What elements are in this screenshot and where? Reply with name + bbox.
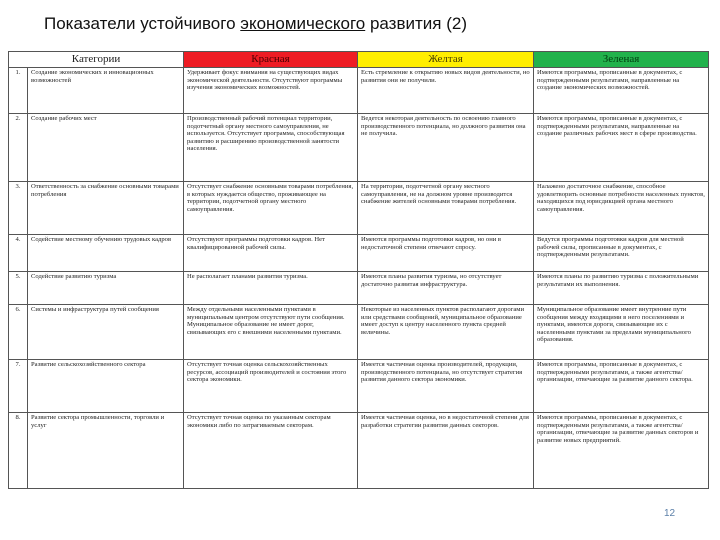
row-green-text: Имеются программы, прописанные в документах, с подтвержденными результатами, а также агентства/организации, отвечающие за развитие данного сектора.	[534, 360, 709, 413]
row-number: 2.	[9, 114, 28, 182]
header-yellow: Желтая	[358, 52, 534, 68]
table-row	[9, 360, 709, 413]
row-yellow-text: Имеется частичная оценка, но в недостаточной степени для разработки стратегии развития данных секторов.	[358, 413, 534, 489]
row-green-text: Имеются программы, прописанные в документах, с подтвержденными результатами, направленные на создание экономических возможностей.	[534, 68, 709, 114]
row-green-text: Муниципальное образование имеет внутренние пути сообщения между входящими в него поселениями и пунктами, имеются дороги, связывающие их с населенными пунктами за пределами муниципального образования.	[534, 305, 709, 360]
row-green-text: Налажено достаточное снабжение, способное удовлетворить основные потребности населенных пунктов, находящихся под юрисдикцией органа местного самоуправления.	[534, 182, 709, 235]
table-row	[9, 182, 709, 235]
row-red-text: Между отдельными населенными пунктами в муниципальным центром отсутствуют пути сообщения. Муниципальное образование не имеет дорог, связывающих его с внешними населенными пунктами.	[184, 305, 358, 360]
row-number: 1.	[9, 68, 28, 114]
header-red: Красная	[184, 52, 358, 68]
row-category: Развитие сельскохозяйственного сектора	[28, 360, 184, 413]
row-red-text: Отсутствует снабжение основными товарами потребления, в которых нуждается общество, проживающее на территории, подотчетной органу местного самоуправления.	[184, 182, 358, 235]
row-number: 6.	[9, 305, 28, 360]
row-green-text: Имеются планы по развитию туризма с положительными результатами их выполнения.	[534, 272, 709, 305]
row-yellow-text: Есть стремление к открытию новых видов деятельности, но развития они не получили.	[358, 68, 534, 114]
table-row	[9, 68, 709, 114]
row-yellow-text: Ведется некоторая деятельность по освоению главного производственного потенциала, но должного развития она не получила.	[358, 114, 534, 182]
row-yellow-text: Имеется частичная оценка производителей, продукции, производственного потенциала, но отсутствует стратегия развития данного сектора экономики.	[358, 360, 534, 413]
row-red-text: Производственный рабочий потенциал территории, подотчетный органу местного самоуправления, не используется. Отсутствует программа, способствующая развитию и расширению производственной занятости населения.	[184, 114, 358, 182]
title-text-start: Показатели устойчивого	[44, 14, 241, 33]
slide-title	[44, 14, 467, 34]
header-green: Зеленая	[534, 52, 709, 68]
table-row	[9, 413, 709, 489]
row-red-text: Не располагает планами развития туризма.	[184, 272, 358, 305]
row-category: Развитие сектора промышленности, торговли и услуг	[28, 413, 184, 489]
row-green-text: Ведутся программы подготовки кадров для местной рабочей силы, прописанные в документах, с подтвержденными результатами.	[534, 235, 709, 272]
row-yellow-text: Имеются программы подготовки кадров, но они в недостаточной степени отвечают спросу.	[358, 235, 534, 272]
indicators-table	[8, 51, 709, 489]
table-row	[9, 305, 709, 360]
row-category: Содействие местному обучению трудовых кадров	[28, 235, 184, 272]
row-category: Создание экономических и инновационных возможностей	[28, 68, 184, 114]
row-yellow-text: Некоторые из населенных пунктов располагают дорогами или средствами сообщений, муниципальное образование имеет доступ к центру населенного пункта средней величины.	[358, 305, 534, 360]
row-number: 5.	[9, 272, 28, 305]
row-yellow-text: Имеются планы развития туризма, но отсутствует достаточно развитая инфраструктура.	[358, 272, 534, 305]
row-red-text: Удерживает фокус внимания на существующих видах экономической деятельности. Отсутствуют программы изучения экономических возможностей.	[184, 68, 358, 114]
row-number: 8.	[9, 413, 28, 489]
table-row	[9, 272, 709, 305]
title-text-end: развития (2)	[365, 14, 467, 33]
row-red-text: Отсутствует точная оценка по указанным секторам экономики либо по затрагиваемым секторам.	[184, 413, 358, 489]
page-number: 12	[664, 508, 676, 519]
table-row	[9, 235, 709, 272]
row-red-text: Отсутствуют программы подготовки кадров. Нет квалифицированной рабочей силы.	[184, 235, 358, 272]
table-header-row	[9, 52, 709, 68]
row-yellow-text: На территории, подотчетной органу местного самоуправления, не на должном уровне производится снабжение жителей основными товарами потребления.	[358, 182, 534, 235]
table-row	[9, 114, 709, 182]
row-category: Создание рабочих мест	[28, 114, 184, 182]
row-red-text: Отсутствует точная оценка сельскохозяйственных ресурсов, ассоциаций производителей и состояния этого сектора экономики.	[184, 360, 358, 413]
header-category: Категории	[9, 52, 184, 68]
row-green-text: Имеются программы, прописанные в документах, с подтвержденными результатами, направленные на создание различных рабочих мест в сфере производства.	[534, 114, 709, 182]
row-category: Содействие развитию туризма	[28, 272, 184, 305]
row-number: 7.	[9, 360, 28, 413]
row-green-text: Имеются программы, прописанные в документах, с подтвержденными результатами, а также агентства/организации, отвечающие за развитие данных секторов и развитие новых предприятий.	[534, 413, 709, 489]
row-number: 3.	[9, 182, 28, 235]
row-category: Системы и инфраструктура путей сообщения	[28, 305, 184, 360]
title-text-underlined: экономического	[240, 14, 366, 33]
row-category: Ответственность за снабжение основными товарами потребления	[28, 182, 184, 235]
row-number: 4.	[9, 235, 28, 272]
